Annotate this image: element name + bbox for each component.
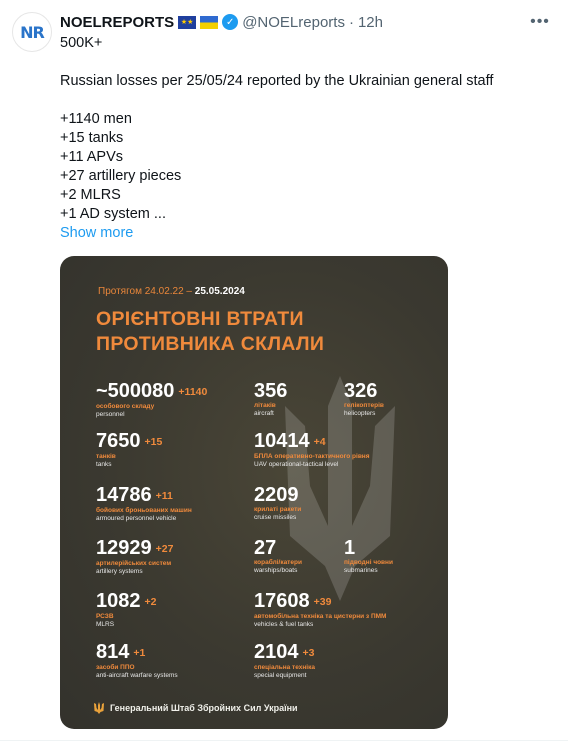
- card-footer: [94, 702, 298, 714]
- stat-value: 326: [344, 380, 378, 402]
- stat-label-en: warships/boats: [254, 567, 298, 574]
- stat-label-ua: крилаті ракети: [254, 506, 302, 513]
- stat-label-ua: засоби ППО: [96, 664, 135, 671]
- stat-aircraft: [254, 381, 287, 418]
- stat-label-ua: бойових броньованих машин: [96, 507, 192, 514]
- stat-delta: +1: [133, 647, 146, 659]
- verified-badge-icon[interactable]: ✓: [222, 14, 238, 30]
- stat-value: 12929: [96, 537, 152, 559]
- losses-infographic[interactable]: [60, 256, 448, 729]
- stat-label-ua: РСЗВ: [96, 613, 114, 620]
- author-name[interactable]: NOELREPORTS: [60, 13, 175, 31]
- text-spacer: [60, 53, 550, 72]
- stat-label-en: personnel: [96, 411, 125, 418]
- stat-helicopters: [344, 381, 384, 418]
- tweet-header: [60, 12, 383, 32]
- stat-submarines: [344, 538, 393, 575]
- stat-personnel: [96, 381, 207, 419]
- stat-armoured-vehicles: [96, 485, 192, 523]
- stat-label-ua: підводні човни: [344, 559, 393, 566]
- stat-label-ua: особового складу: [96, 403, 155, 410]
- text-line: +11 APVs: [60, 149, 124, 165]
- stat-label-ua: кораблі/катери: [254, 559, 302, 566]
- stat-label-en: aircraft: [254, 410, 274, 417]
- stat-mlrs: [96, 591, 156, 629]
- stat-value: 2104: [254, 641, 299, 663]
- stat-delta: +3: [302, 647, 315, 659]
- stat-delta: +15: [144, 436, 163, 448]
- text-line: +2 MLRS: [60, 187, 121, 203]
- stat-delta: +39: [313, 596, 332, 608]
- eu-flag-icon: ★★: [178, 16, 196, 29]
- text-line: +27 artillery pieces: [60, 168, 182, 184]
- stat-delta: +4: [313, 436, 326, 448]
- stat-tanks: [96, 431, 162, 469]
- stat-value: 1082: [96, 590, 141, 612]
- more-options-icon[interactable]: •••: [530, 13, 550, 30]
- stat-value: 17608: [254, 590, 310, 612]
- stat-air-defense: [96, 642, 178, 680]
- stat-label-en: vehicles & fuel tanks: [254, 621, 314, 628]
- stat-delta: +2: [144, 596, 157, 608]
- period-end-date: 25.05.2024: [194, 286, 245, 297]
- stat-label-ua: автомобільна техніка та цистерни з ПММ: [254, 613, 387, 620]
- period-label: Протягом 24.02.22 –: [98, 286, 195, 297]
- stat-label-en: armoured personnel vehicle: [96, 515, 177, 522]
- stat-label-en: tanks: [96, 461, 112, 468]
- stat-special-equipment: [254, 642, 315, 680]
- ukraine-flag-icon: [200, 16, 218, 29]
- stat-label-en: MLRS: [96, 621, 115, 628]
- stat-label-en: artillery systems: [96, 568, 143, 575]
- stat-label-en: special equipment: [254, 672, 307, 679]
- stat-label-ua: спеціальна техніка: [254, 664, 315, 671]
- avatar[interactable]: [12, 12, 52, 52]
- stat-value: 7650: [96, 430, 141, 452]
- stat-label-en: submarines: [344, 567, 378, 574]
- text-line: +1140 men: [60, 111, 132, 127]
- period-range: [98, 286, 245, 297]
- text-line: +1 AD system ...: [60, 206, 166, 222]
- stat-value: 356: [254, 380, 288, 402]
- stat-value: 2209: [254, 484, 299, 506]
- text-spacer: [60, 91, 550, 110]
- stat-warships: [254, 538, 302, 575]
- stat-delta: +1140: [178, 386, 208, 398]
- divider: [0, 740, 568, 741]
- footer-text: Генеральний Штаб Збройних Сил України: [110, 703, 298, 713]
- stat-label-ua: гелікоптерів: [344, 402, 384, 409]
- stat-value: 14786: [96, 484, 152, 506]
- stat-value: 10414: [254, 430, 310, 452]
- stat-value: 27: [254, 537, 277, 559]
- stat-label-en: UAV operational-tactical level: [254, 461, 339, 468]
- headline-line-2: ПРОТИВНИКА СКЛАЛИ: [96, 333, 325, 355]
- stat-label-ua: БПЛА оперативно-тактичного рівня: [254, 453, 370, 460]
- stat-label-ua: танків: [96, 453, 116, 460]
- trident-icon: [94, 702, 104, 714]
- text-line: 500K+: [60, 35, 103, 51]
- author-handle[interactable]: @NOELreports: [242, 13, 345, 31]
- headline-line-1: ОРІЄНТОВНІ ВТРАТИ: [96, 308, 304, 330]
- stat-delta: +11: [155, 490, 173, 502]
- stat-artillery: [96, 538, 173, 576]
- stat-delta: +27: [155, 543, 174, 555]
- stat-cruise-missiles: [254, 485, 301, 522]
- separator-dot: ·: [348, 13, 354, 31]
- stat-label-en: anti-aircraft warfare systems: [96, 672, 178, 679]
- stat-label-en: helicopters: [344, 410, 376, 417]
- post-timestamp[interactable]: 12h: [357, 13, 383, 31]
- stat-value: 814: [96, 641, 130, 663]
- show-more-link[interactable]: Show more: [60, 225, 134, 241]
- stat-uav: [254, 431, 370, 469]
- stat-label-en: cruise missiles: [254, 514, 297, 521]
- stat-vehicles: [254, 591, 386, 629]
- stat-value: 1: [344, 537, 356, 559]
- stat-label-ua: артилерійських систем: [96, 560, 172, 567]
- avatar-logo-text: NR: [20, 22, 44, 42]
- tweet-text: [60, 34, 550, 243]
- stat-value: ~500080: [96, 380, 175, 402]
- text-line: +15 tanks: [60, 130, 124, 146]
- text-line: Russian losses per 25/05/24 reported by the Ukrainian general staff: [60, 73, 494, 89]
- stat-label-ua: літаків: [254, 402, 276, 409]
